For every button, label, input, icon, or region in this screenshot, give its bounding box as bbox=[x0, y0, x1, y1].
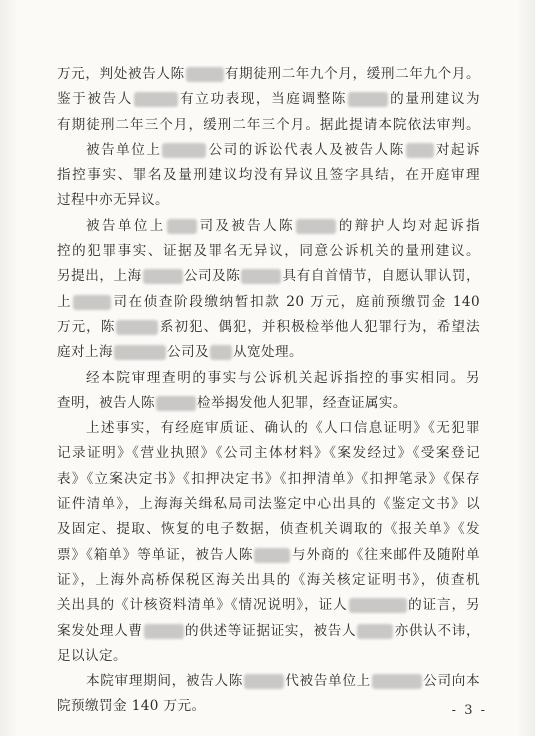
text-line bbox=[57, 87, 480, 112]
redaction-blur bbox=[186, 67, 224, 82]
text-line bbox=[57, 543, 480, 568]
redaction-blur bbox=[73, 295, 111, 310]
redaction-blur bbox=[406, 143, 434, 158]
redaction-blur bbox=[254, 548, 290, 563]
redaction-blur bbox=[372, 674, 422, 689]
redaction-blur bbox=[116, 320, 158, 335]
redaction-blur bbox=[348, 92, 388, 107]
text-segment: 万元，判处被告人陈 bbox=[57, 66, 185, 82]
text-segment: 本院审理期间，被告人陈 bbox=[86, 673, 243, 690]
text-segment: 系初犯、偶犯，并积极检举他人犯罪行为，希望法 bbox=[159, 318, 480, 335]
redaction-blur bbox=[144, 624, 184, 639]
text-line bbox=[57, 694, 480, 719]
text-line bbox=[57, 669, 480, 694]
text-segment: 票》《箱单》等单证，被告人陈 bbox=[57, 546, 254, 563]
text-segment: 证件清单》，上海海关缉私局司法鉴定中心出具的《鉴定文书》以 bbox=[57, 496, 480, 513]
redaction-blur bbox=[241, 269, 281, 284]
text-segment: 指控事实、罪名及量刑建议均没有异议且签字具结，在开庭审理 bbox=[57, 167, 480, 184]
text-segment: 庭对上海 bbox=[57, 344, 113, 361]
text-segment: 公司及陈 bbox=[183, 268, 241, 285]
text-segment: 另提出，上海 bbox=[57, 268, 142, 285]
text-segment: 有期徒刑二年九个月，缓刑二年九个月。 bbox=[224, 66, 480, 82]
text-segment: 记录证明》《营业执照》《公司主体材料》《案发经过》《受案登记 bbox=[57, 445, 480, 462]
text-segment: 经本院审理查明的事实与公诉机关起诉指控的事实相同。另 bbox=[86, 369, 480, 386]
text-segment: 公司的诉讼代表人及被告人陈 bbox=[207, 141, 405, 158]
text-line bbox=[57, 264, 480, 289]
text-segment: 万元，陈 bbox=[57, 318, 116, 335]
text-segment: 证》，上海外高桥保税区海关出具的《海关核定证明书》，侦查机 bbox=[57, 571, 480, 588]
text-segment: 院预缴罚金 140 万元。 bbox=[57, 698, 206, 715]
text-segment: 查明，被告人陈 bbox=[57, 394, 155, 411]
text-segment: 代被告单位上 bbox=[285, 673, 371, 690]
redaction-blur bbox=[156, 396, 196, 411]
text-segment: 有立功表现，当庭调整陈 bbox=[178, 91, 347, 108]
text-line bbox=[57, 239, 480, 264]
text-segment: 公司及 bbox=[166, 344, 209, 361]
text-line bbox=[57, 366, 480, 391]
text-segment: 被告单位上 bbox=[86, 217, 166, 234]
redaction-blur bbox=[162, 143, 206, 158]
text-line bbox=[57, 340, 480, 365]
text-segment: 有期徒刑二年三个月，缓刑二年三个月。据此提请本院依法审判。 bbox=[57, 116, 480, 133]
text-line bbox=[57, 492, 480, 517]
redaction-blur bbox=[296, 219, 336, 234]
text-line bbox=[57, 593, 480, 618]
text-segment: 亦供认不讳， bbox=[394, 622, 481, 639]
text-segment: 公司向本 bbox=[422, 673, 480, 690]
document-body bbox=[57, 62, 480, 720]
text-segment: 检举揭发他人犯罪，经查证属实。 bbox=[196, 394, 407, 411]
page-number: - 3 - bbox=[451, 703, 487, 718]
text-segment: 控的犯罪事实、证据及罪名无异议，同意公诉机关的量刑建议。 bbox=[57, 243, 480, 260]
text-line bbox=[57, 441, 480, 466]
text-line bbox=[57, 568, 480, 593]
text-segment: 司在侦查阶段缴纳暂扣款 20 万元，庭前预缴罚金 140 bbox=[112, 293, 480, 310]
text-line bbox=[57, 138, 480, 163]
redaction-blur bbox=[244, 674, 284, 689]
text-line bbox=[57, 391, 480, 416]
text-segment: 上述事实，有经庭审质证、确认的《人口信息证明》《无犯罪 bbox=[86, 420, 480, 437]
text-segment: 的辩护人均对起诉指 bbox=[336, 217, 481, 234]
text-line bbox=[57, 467, 480, 492]
text-segment: 表》《立案决定书》《扣押决定书》《扣押清单》《扣押笔录》《保存 bbox=[57, 470, 480, 487]
text-segment: 足以认定。 bbox=[57, 647, 127, 664]
text-line bbox=[57, 315, 480, 340]
redaction-blur bbox=[349, 598, 407, 613]
text-segment: 与外商的《往来邮件及随附单 bbox=[291, 546, 480, 563]
text-segment: 对起诉 bbox=[434, 141, 481, 158]
text-line bbox=[57, 644, 480, 669]
text-line bbox=[57, 113, 480, 138]
text-segment: 从宽处理。 bbox=[232, 344, 303, 361]
text-segment: 的量刑建议为 bbox=[388, 91, 481, 108]
text-segment: 案发处理人曹 bbox=[57, 622, 143, 639]
text-line bbox=[57, 416, 480, 441]
text-line bbox=[57, 517, 480, 542]
text-line bbox=[57, 214, 480, 239]
text-segment: 关出具的《计核资料清单》《情况说明》，证人 bbox=[57, 597, 348, 614]
redaction-blur bbox=[357, 624, 393, 639]
redaction-blur bbox=[210, 345, 232, 360]
text-segment: 具有自首情节，自愿认罪认罚， bbox=[282, 268, 480, 285]
text-segment: 的供述等证据证实，被告人 bbox=[184, 622, 357, 639]
text-line bbox=[57, 290, 480, 315]
text-segment: 司及被告人陈 bbox=[197, 217, 295, 234]
text-line bbox=[57, 62, 480, 87]
text-line bbox=[57, 619, 480, 644]
text-segment: 上 bbox=[57, 293, 73, 310]
text-segment: 及固定、提取、恢复的电子数据，侦查机关调取的《报关单》《发 bbox=[57, 521, 480, 538]
text-segment: 鉴于被告人 bbox=[57, 91, 133, 108]
text-segment: 被告单位上 bbox=[86, 141, 162, 158]
text-line bbox=[57, 188, 480, 213]
text-line bbox=[57, 163, 480, 188]
redaction-blur bbox=[167, 219, 197, 234]
text-segment: 的证言，另 bbox=[407, 597, 480, 614]
redaction-blur bbox=[143, 269, 183, 284]
redaction-blur bbox=[134, 92, 178, 107]
redaction-blur bbox=[114, 345, 166, 360]
text-segment: 过程中亦无异议。 bbox=[57, 192, 169, 209]
